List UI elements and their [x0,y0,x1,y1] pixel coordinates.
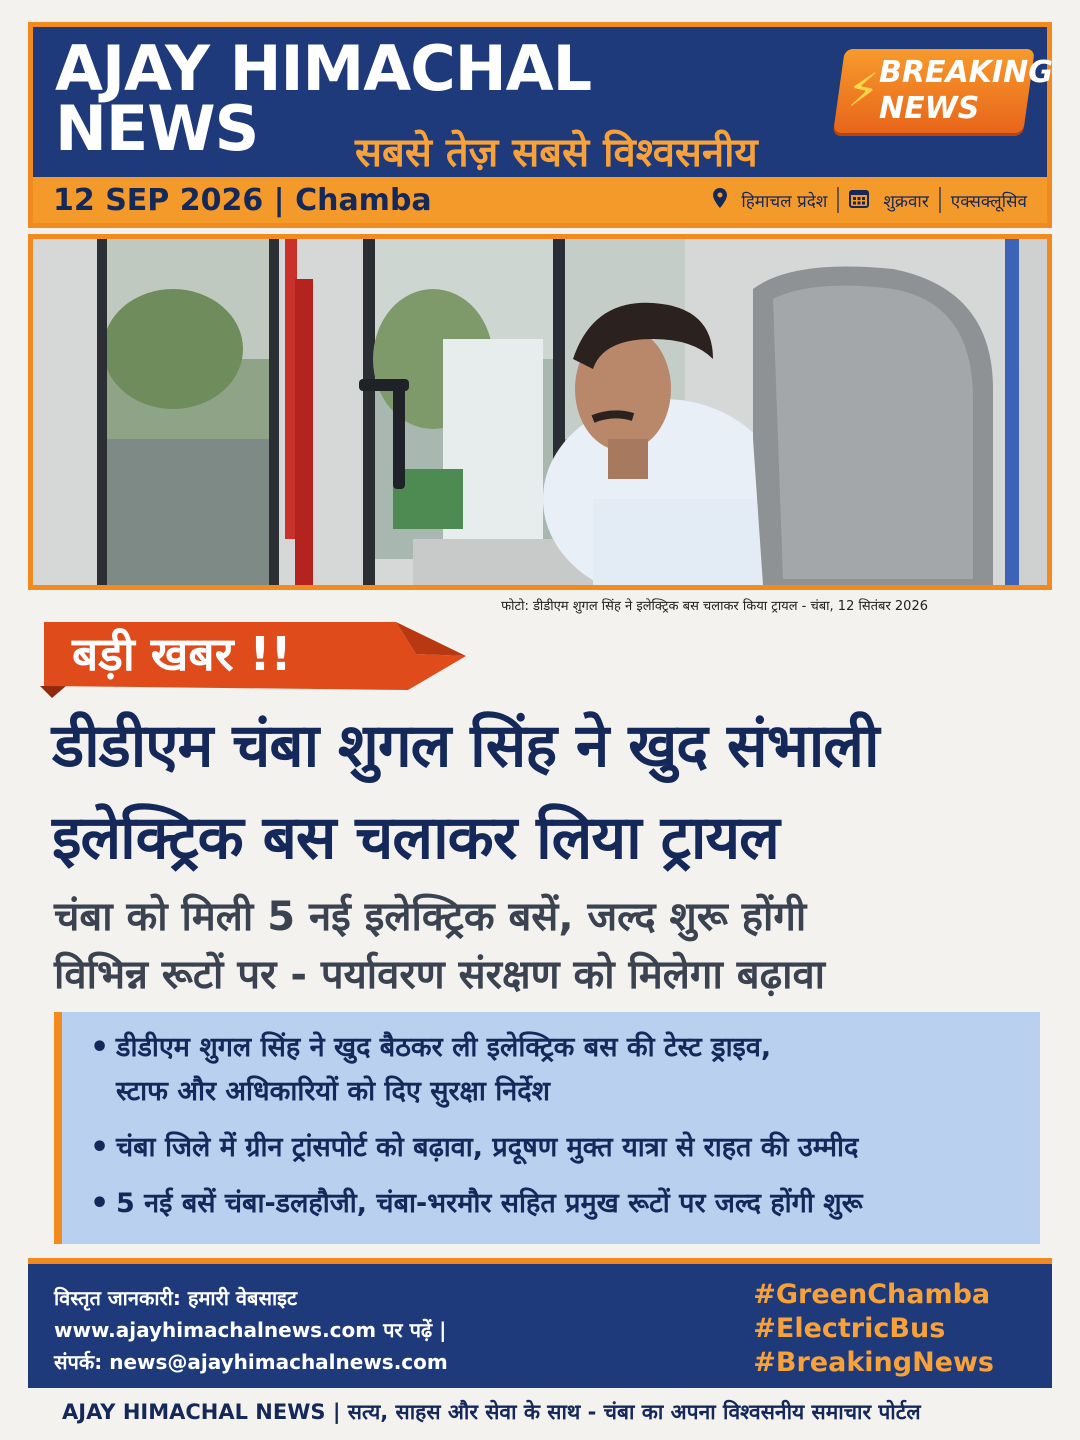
hashtags [753,1278,994,1380]
footer-contact [54,1282,448,1378]
subheadline-line-2: विभिन्न रूटों पर - पर्यावरण संरक्षण को मिलेगा बढ़ावा [54,952,826,998]
footer-info-line-1: विस्तृत जानकारी: हमारी वेबसाइट [54,1286,298,1310]
footer-panel [28,1258,1052,1388]
meta-tag: एक्सक्लूसिव [950,191,1027,212]
bullet-1-line-1: • डीडीएम शुगल सिंह ने खुद बैठकर ली इलेक्ट्रिक बस की टेस्ट ड्राइव, [116,1032,772,1063]
hashtag-3[interactable]: #BreakingNews [753,1347,994,1378]
lightning-icon: ⚡ [847,63,880,117]
subheadline-line-1: चंबा को मिली 5 नई इलेक्ट्रिक बसें, जल्द शुरू होंगी [54,894,807,940]
meta-location: हिमाचल प्रदेश [741,191,828,212]
list-item [90,1126,1020,1170]
date-location: 12 SEP 2026 | Chamba [53,182,432,218]
bullet-2-line-1: • चंबा जिले में ग्रीन ट्रांसपोर्ट को बढ़ावा, प्रदूषण मुक्त यात्रा से राहत की उम्मीद [116,1132,859,1163]
bullet-3-line-1: • 5 नई बसें चंबा-डलहौजी, चंबा-भरमौर सहित प्रमुख रूटों पर जल्द होंगी शुरू [116,1188,863,1219]
meta-divider [837,187,839,213]
calendar-icon [849,188,869,213]
breaking-label-2: NEWS [879,91,980,126]
list-item [90,1026,1020,1114]
brand-line-2: NEWS [55,92,259,165]
contact-email[interactable]: संपर्क: news@ajayhimachalnews.com [54,1350,448,1374]
meta-day: शुक्रवार [883,191,929,212]
bullet-1-line-2: स्टाफ और अधिकारियों को दिए सुरक्षा निर्देश [116,1076,550,1107]
footer-slogan: AJAY HIMACHAL NEWS | सत्य, साहस और सेवा के साथ - चंबा का अपना विश्वसनीय समाचार पोर्टल [62,1400,921,1424]
headline-line-2: इलेक्ट्रिक बस चलाकर लिया ट्रायल [52,803,779,873]
meta-info [713,187,1027,213]
date-bar [33,177,1047,223]
key-points-box [54,1012,1040,1244]
tagline: सबसे तेज़ सबसे विश्वसनीय [355,130,758,176]
breaking-news-badge [833,49,1053,133]
breaking-label-1: BREAKING [879,55,1053,90]
brand-line-1: AJAY HIMACHAL [55,32,592,105]
headline-line-1: डीडीएम चंबा शुगल सिंह ने खुद संभाली [52,711,879,781]
list-item [90,1182,1020,1226]
photo-caption: फोटो: डीडीएम शुगल सिंह ने इलेक्ट्रिक बस चलाकर किया ट्रायल - चंबा, 12 सितंबर 2026 [501,599,928,614]
location-pin-icon [713,188,727,213]
masthead [28,22,1052,228]
subheadline [54,888,1054,1004]
headline [52,700,1052,884]
badge-label: बड़ी खबर !! [72,627,292,681]
top-news-badge [36,616,466,700]
news-photo [28,234,1052,590]
hashtag-1[interactable]: #GreenChamba [753,1279,991,1310]
meta-divider [939,187,941,213]
hashtag-2[interactable]: #ElectricBus [753,1313,946,1344]
website-link[interactable]: www.ajayhimachalnews.com पर पढ़ें | [54,1318,447,1342]
